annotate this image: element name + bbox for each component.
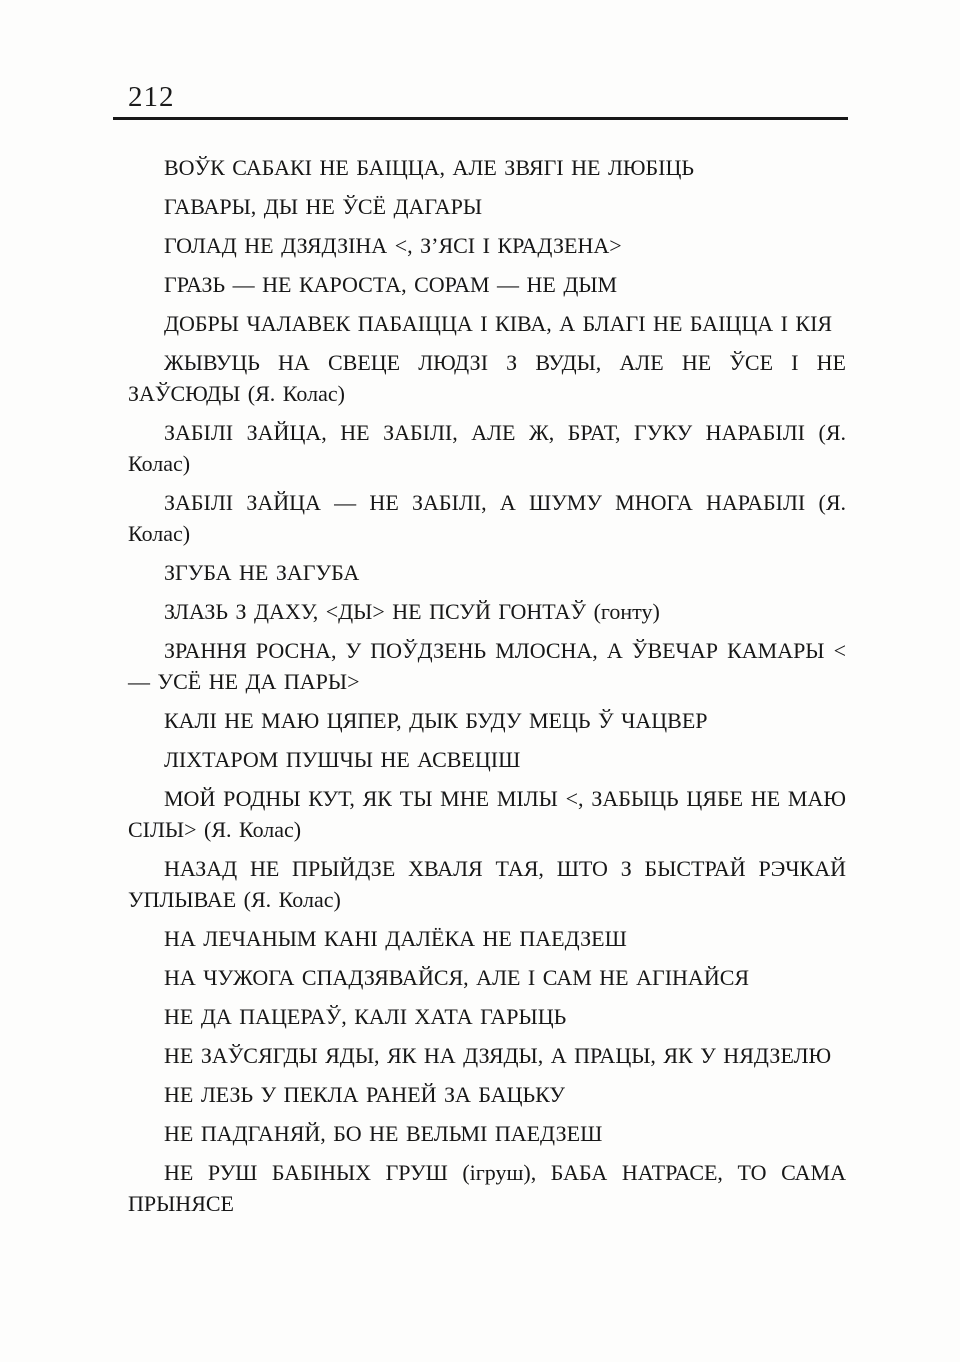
proverb-entry: ГАВАРЫ, ДЫ НЕ ЎСЁ ДАГАРЫ: [164, 194, 483, 219]
proverb-entry: ЗАБІЛІ ЗАЙЦА, НЕ ЗАБІЛІ, АЛЕ Ж, БРАТ, ГУКУ НАРАБІЛІ (Я. Колас): [128, 420, 846, 476]
proverb-entry: ЖЫВУЦЬ НА СВЕЦЕ ЛЮДЗІ З ВУДЫ, АЛЕ НЕ ЎСЕ І НЕ ЗАЎСЮДЫ (Я. Колас): [128, 350, 846, 406]
proverb-entry: ГОЛАД НЕ ДЗЯДЗІНА <, З’ЯСІ І КРАДЗЕНА>: [164, 233, 622, 258]
proverb-entry: НЕ ПАДГАНЯЙ, БО НЕ ВЕЛЬМІ ПАЕДЗЕШ: [164, 1121, 603, 1146]
proverb-entry: МОЙ РОДНЫ КУТ, ЯК ТЫ МНЕ МІЛЫ <, ЗАБЫЦЬ ЦЯБЕ НЕ МАЮ СІЛЫ> (Я. Колас): [128, 786, 846, 842]
proverb-list: [128, 152, 846, 1227]
proverb-entry: ЗРАННЯ РОСНА, У ПОЎДЗЕНЬ МЛОСНА, А ЎВЕЧАР КАМАРЫ <— УСЁ НЕ ДА ПАРЫ>: [128, 638, 846, 694]
proverb-entry: НЕ ЛЕЗЬ У ПЕКЛА РАНЕЙ ЗА БАЦЬКУ: [164, 1082, 565, 1107]
proverb-entry: КАЛІ НЕ МАЮ ЦЯПЕР, ДЫК БУДУ МЕЦЬ Ў ЧАЦВЕР: [164, 708, 708, 733]
proverb-entry: НАЗАД НЕ ПРЫЙДЗЕ ХВАЛЯ ТАЯ, ШТО З БЫСТРАЙ РЭЧКАЙ УПЛЫВАЕ (Я. Колас): [128, 856, 846, 912]
proverb-entry: ВОЎК САБАКІ НЕ БАІЦЦА, АЛЕ ЗВЯГІ НЕ ЛЮБІЦЬ: [164, 155, 694, 180]
proverb-entry: ЛІХТАРОМ ПУШЧЫ НЕ АСВЕЦІШ: [164, 747, 521, 772]
header-rule: [113, 117, 848, 120]
proverb-entry: ЗЛАЗЬ З ДАХУ, <ДЫ> НЕ ПСУЙ ГОНТАЎ (гонту): [164, 599, 660, 624]
proverb-entry: ДОБРЫ ЧАЛАВЕК ПАБАІЦЦА І КІВА, А БЛАГІ НЕ БАІЦЦА І КІЯ: [164, 311, 833, 336]
proverb-entry: ЗГУБА НЕ ЗАГУБА: [164, 560, 360, 585]
page-header: [113, 82, 848, 120]
proverb-entry: ЗАБІЛІ ЗАЙЦА — НЕ ЗАБІЛІ, А ШУМУ МНОГА НАРАБІЛІ (Я. Колас): [128, 490, 846, 546]
proverb-entry: НА ЛЕЧАНЫМ КАНІ ДАЛЁКА НЕ ПАЕДЗЕШ: [164, 926, 627, 951]
page-number: 212: [128, 81, 175, 113]
proverb-entry: НА ЧУЖОГА СПАДЗЯВАЙСЯ, АЛЕ І САМ НЕ АГІНАЙСЯ: [164, 965, 750, 990]
proverb-entry: НЕ ДА ПАЦЕРАЎ, КАЛІ ХАТА ГАРЫЦЬ: [164, 1004, 567, 1029]
proverb-entry: НЕ ЗАЎСЯГДЫ ЯДЫ, ЯК НА ДЗЯДЫ, А ПРАЦЫ, ЯК У НЯДЗЕЛЮ: [164, 1043, 832, 1068]
proverb-entry: НЕ РУШ БАБІНЫХ ГРУШ (ігруш), БАБА НАТРАСЕ, ТО САМА ПРЫНЯСЕ: [128, 1160, 846, 1216]
proverb-entry: ГРАЗЬ — НЕ КАРОСТА, СОРАМ — НЕ ДЫМ: [164, 272, 618, 297]
